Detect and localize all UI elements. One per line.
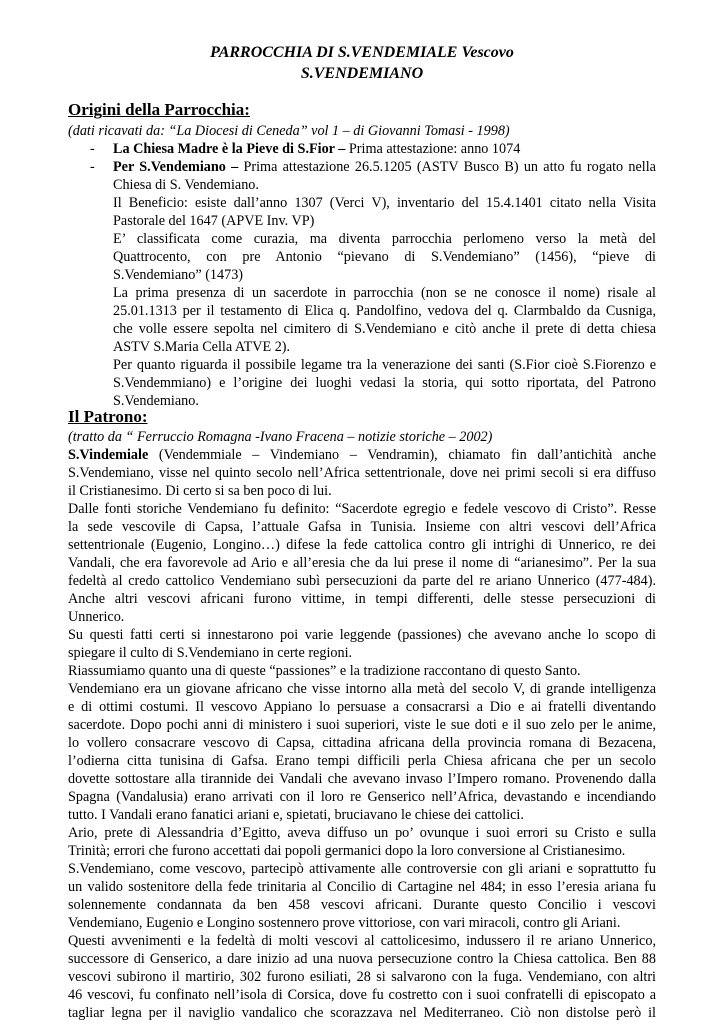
patrono-source: (tratto da “ Ferruccio Romagna -Ivano Fracena – notizie storiche – 2002) [68, 429, 493, 445]
text-line: Pastorale del 1647 (APVE Inv. VP) [113, 213, 315, 229]
text-line: successore di Genserico, a dare inizio ad una nuova persecuzione contro la Chiesa cattolica. Ben 88 [68, 951, 656, 967]
document-title-line1: PARROCCHIA DI S.VENDEMIALE Vescovo [210, 44, 514, 61]
text-line: Vendemiano era un giovane africano che visse intorno alla metà del secolo V, di grande intelligenza [68, 681, 656, 697]
text-line: 25.01.1313 per il testamento di Elica q. Pandolfino, vedova del q. Clarmbaldo da Cusniga, [113, 303, 656, 319]
saint-name: S.Vindemiale [68, 447, 149, 463]
text-line: S.Vendemiano. [113, 393, 199, 409]
bullet-text: Prima attestazione 26.5.1205 (ASTV Busco B) un atto fu rogato nella [238, 159, 656, 175]
text-line: ASTV S.Maria Cella ATVE 2). [113, 339, 291, 355]
text-line: 46 vescovi, fu confinato nell’isola di Corsica, dove fu costretto con i suoi confratelli di episcopato a [68, 987, 656, 1003]
text-line: e di ottimi costumi. Il vescovo Appiano lo persuase a consacrarsi a Dio e ai fratelli diventando [68, 699, 656, 715]
text-line: Vendemiano, Eugenio e Longino sostennero prove vittoriose, con vari miracoli, contro gli Ariani. [68, 915, 621, 931]
text-line: vescovi subirono il martirio, 302 furono esiliati, 28 si salvarono con la fuga. Vendemiano, con altri [68, 969, 656, 985]
text-line: che volle essere sepolta nel cimitero di S.Vendemiano e citò anche il prete di detta chiesa [113, 321, 656, 337]
origini-source: (dati ricavati da: “La Diocesi di Ceneda” vol 1 – di Giovanni Tomasi - 1998) [68, 123, 510, 139]
text-line: settentrionale (Eugenio, Longino…) difese la fede cattolica contro gli intrighi di Unnerico, re dei [68, 537, 656, 553]
section-heading-origini: Origini della Parrocchia: [68, 100, 250, 119]
text-line: lo vollero consacrare vescovo di Capsa, cittadina africana della provincia romana di Bezacena, [68, 735, 656, 751]
text-line: Unnerico. [68, 609, 125, 625]
text-line: S.Vendemiano” (1473) [113, 267, 244, 283]
text-line: dovette sottostare alla tirannide dei Vandali che avevano invaso l’Impero romano. Provenendo dalla [68, 771, 656, 787]
text-line: Ario, prete di Alessandria d’Egitto, aveva diffuso un po’ ovunque i suoi errori su Cristo e sulla [68, 825, 656, 841]
text-line: sacerdote. Dopo pochi anni di ministero i suoi superiori, viste le sue doti e il suo zelo per le anime, [68, 717, 656, 733]
text-line: Per quanto riguarda il possibile legame tra la venerazione dei santi (S.Fior cioè S.Fiorenzo e [113, 357, 656, 373]
text-line: spiegare il culto di S.Vendemiano in certe regioni. [68, 645, 353, 661]
text-line: l’odierna citta tunisina di Gafsa. Erano tempi difficili perla Chiesa africana che per un secolo [68, 753, 656, 769]
text-line: S.Vendemmiano) e l’origine dei luoghi vedasi la storia, qui sotto riportata, del Patrono [113, 375, 656, 391]
text-line [68, 446, 656, 464]
bullet-item-vendemiano [113, 158, 656, 176]
text-line: S.Vendemiano, visse nel quinto secolo nell’Africa settentrionale, dove nei primi secoli si era diffuso [68, 465, 656, 481]
text-line: il Cristianesimo. Di certo si sa ben poco di lui. [68, 483, 332, 499]
text-line: un valido sostenitore della fede trinitaria al Concilio di Cartagine nel 484; in esso l’eresia ariana fu [68, 879, 656, 895]
text-line: tagliar legna per il naviglio vandalico che scorazzava nel Mediterraneo. Ciò non distolse però il [68, 1005, 656, 1021]
text-line: tutto. I Vandali erano fanatici ariani e, spietati, bruciavano le chiese dei cattolici. [68, 807, 524, 823]
text-line: S.Vendemiano, come vescovo, partecipò attivamente alle controversie con gli ariani e soprattutto fu [68, 861, 656, 877]
text-line: Su questi fatti certi si innestarono poi varie leggende (passiones) che avevano anche lo scopo di [68, 627, 656, 643]
section-heading-patrono: Il Patrono: [68, 407, 148, 426]
text-line: Chiesa di S. Vendemiano. [113, 177, 259, 193]
text-span: (Vendemmiale – Vindemiano – Vendramin), chiamato fin dall’antichità anche [148, 447, 656, 463]
text-line: Riassumiamo quanto una di queste “passiones” e la tradizione raccontano di questo Santo. [68, 663, 581, 679]
text-line: fedeltà al credo cattolico Vendemiano subì persecuzioni da parte del re ariano Unnerico (477-484). [68, 573, 656, 589]
text-line: Spagna (Vandalusia) erano arrivati con il loro re Genserico nell’Africa, devastando e incendiando [68, 789, 656, 805]
text-line: E’ classificata come curazia, ma diventa parrocchia perlomeno verso la metà del [113, 231, 656, 247]
text-line: Quattrocento, con pre Antonio “pievano di S.Vendemiano” (1456), “pieve di [113, 249, 656, 265]
document-title-line2: S.VENDEMIANO [300, 65, 424, 82]
bullet-dash: - [90, 159, 95, 175]
text-line: Questi avvenimenti e la fedeltà di molti vescovi al cattolicesimo, indussero il re ariano Unnerico, [68, 933, 656, 949]
bullet-item-chiesa-madre [113, 140, 656, 158]
bullet-bold-text: Per S.Vendemiano – [113, 159, 239, 175]
bullet-dash: - [90, 141, 95, 157]
text-line: Il Beneficio: esiste dall’anno 1307 (Verci V), inventario del 15.4.1401 citato nella Visita [113, 195, 656, 211]
text-line: solennemente condannata da ben 458 vescovi africani. Durante questo Concilio i vescovi [68, 897, 656, 913]
text-line: La prima presenza di un sacerdote in parrocchia (non se ne conosce il nome) risale al [113, 285, 656, 301]
text-line: Anche altri vescovi africani furono vittime, in tempi differenti, delle stesse persecuzioni di [68, 591, 656, 607]
text-line: Trinità; errori che furono accettati dai popoli germanici dopo la loro conversione al Cristianesimo. [68, 843, 626, 859]
bullet-text: Prima attestazione: anno 1074 [345, 141, 521, 157]
text-line: Dalle fonti storiche Vendemiano fu definito: “Sacerdote egregio e fedele vescovo di Cristo”. Resse [68, 501, 656, 517]
text-line: la sede vescovile di Capsa, l’attuale Gafsa in Tunisia. Insieme con altri vescovi dell’Africa [68, 519, 656, 535]
text-line: Vandali, che era favorevole ad Ario e all’eresia che da lui prese il nome di “arianesimo”. Per la sua [68, 555, 656, 571]
bullet-bold-text: La Chiesa Madre è la Pieve di S.Fior – [113, 141, 346, 157]
